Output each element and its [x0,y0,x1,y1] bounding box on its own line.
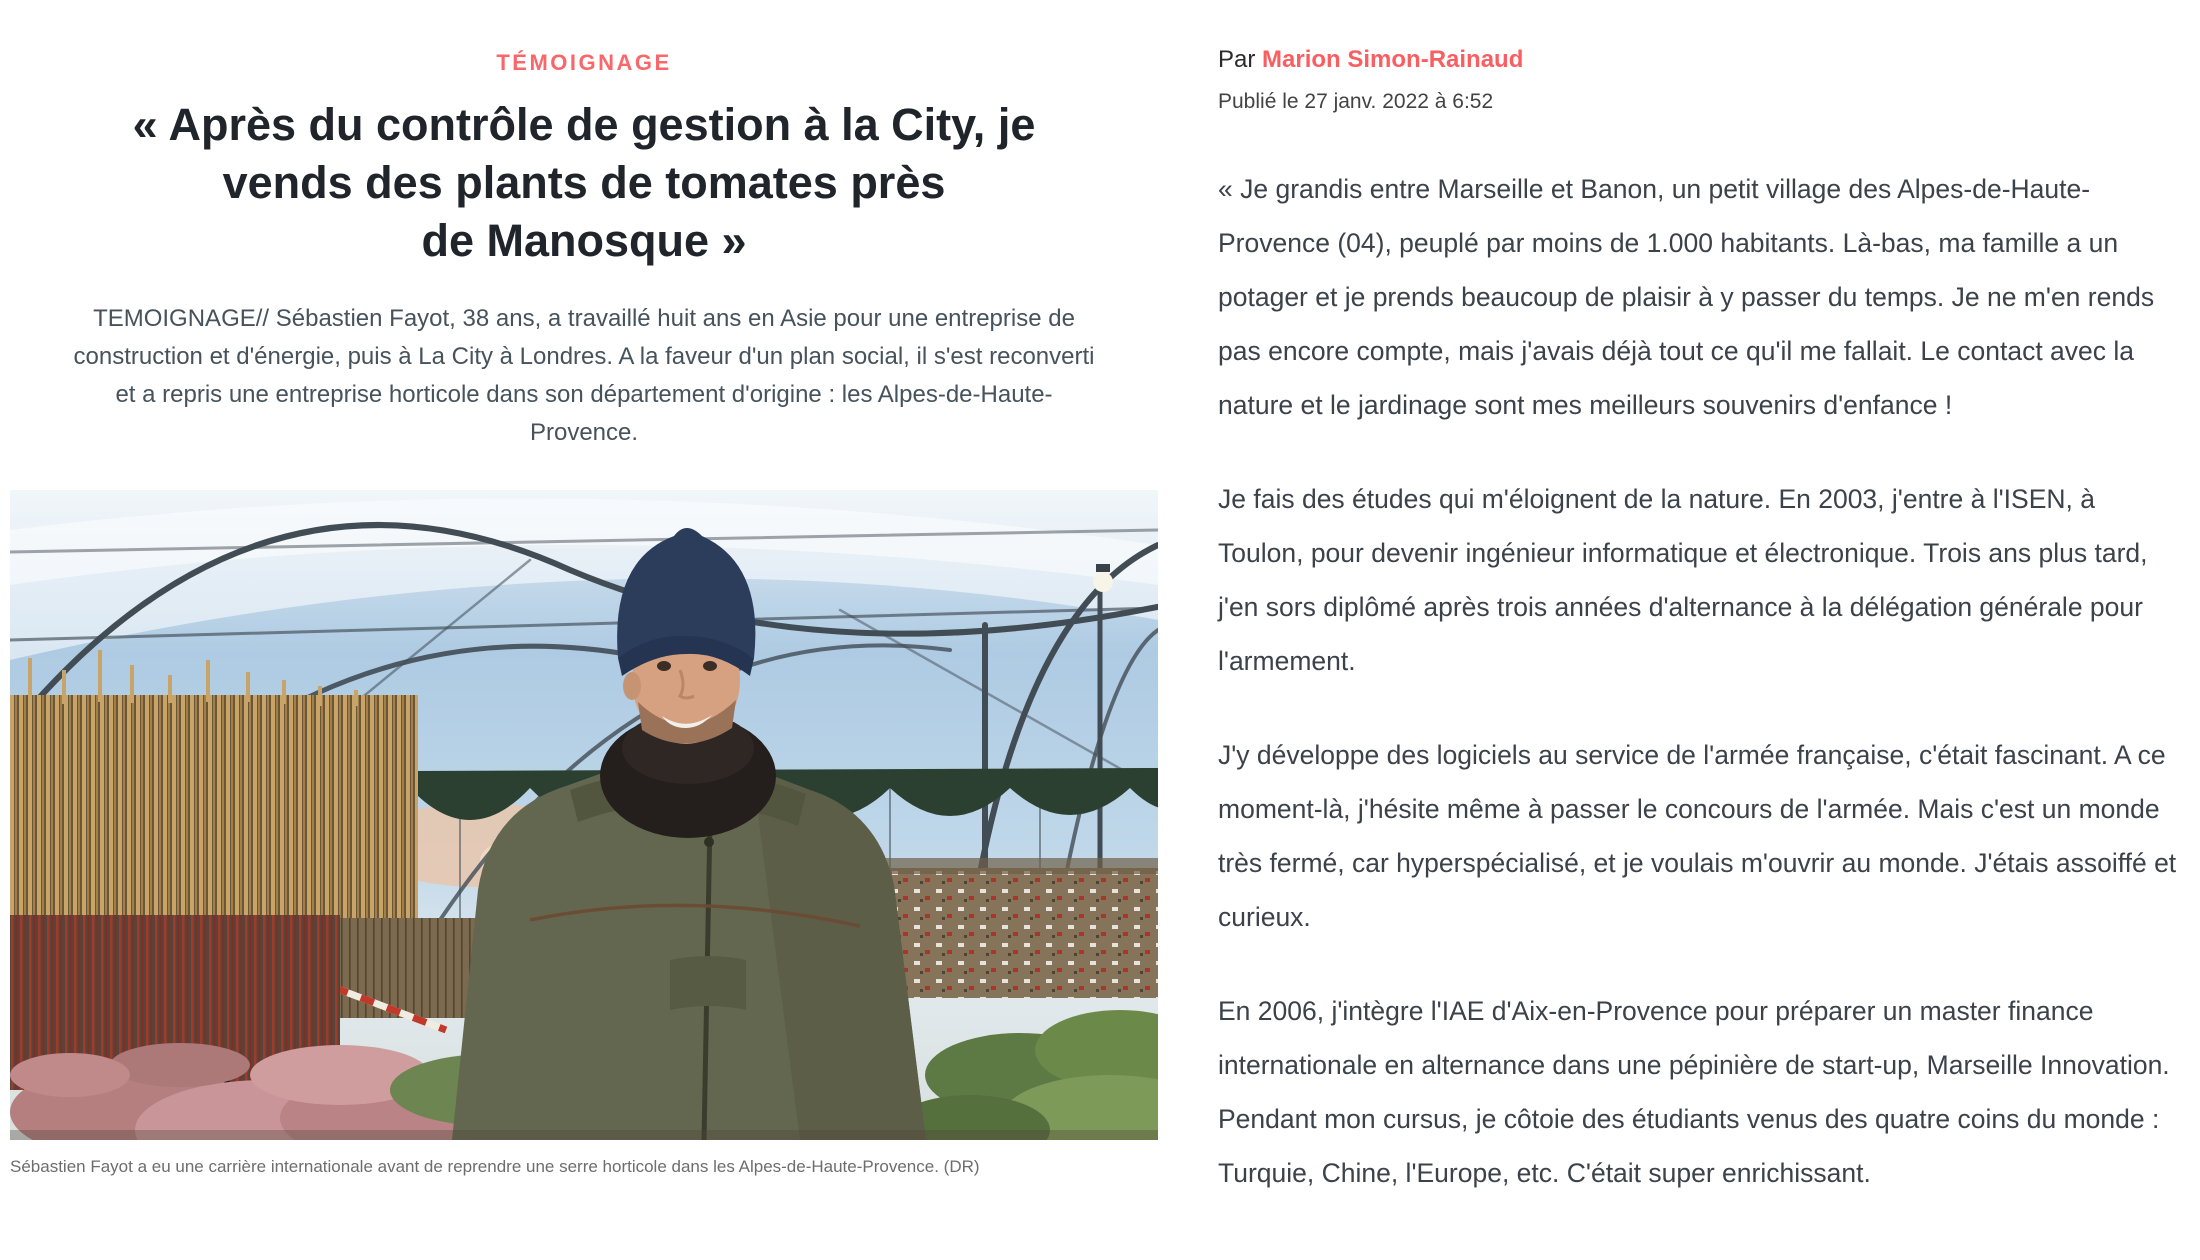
byline [1218,46,2183,74]
article-body [1218,162,2183,1200]
article-standfirst: TEMOIGNAGE// Sébastien Fayot, 38 ans, a travaillé huit ans en Asie pour une entreprise de construction et d'énergie, puis à La City à Londres. A la faveur d'un plan social, il s'est reconverti et a repris une entreprise horticole dans son département d'origine : les Alpes-de-Haute-Provence. [73,305,1095,446]
author-link[interactable]: Marion Simon-Rainaud [1262,46,1524,73]
photo-caption: Sébastien Fayot a eu une carrière internationale avant de reprendre une serre horticole dans les Alpes-de-Haute-Provence. (DR) [10,1157,980,1176]
headline-line: « Après du contrôle de gestion à la City, je [132,99,1036,150]
article-body-column [1218,0,2183,1240]
category-kicker-link[interactable]: TÉMOIGNAGE [496,50,672,75]
body-paragraph: « Je grandis entre Marseille et Banon, un petit village des Alpes-de-Haute-Provence (04), peuplé par moins de 1.000 habitants. Là-bas, ma famille a un potager et je prends beaucoup de plaisir à y passer du temps. Je ne m'en rends pas encore compte, mais j'avais déjà tout ce qu'il me fallait. Le contact avec la nature et le jardinage sont mes meilleurs souvenirs d'enfance ! [1218,174,2155,420]
article-photo [10,490,1158,1140]
publish-date: Publié le 27 janv. 2022 à 6:52 [1218,90,1494,113]
body-paragraph: J'y développe des logiciels au service de l'armée française, c'était fascinant. A ce moment-là, j'hésite même à passer le concours de l'armée. Mais c'est un monde très fermé, car hyperspécialisé, et je voulais m'ouvrir au monde. J'étais assoiffé et curieux. [1218,740,2177,932]
byline-prefix: Par [1218,46,1256,73]
body-paragraph: En 2006, j'intègre l'IAE d'Aix-en-Provence pour préparer un master finance internationale en alternance dans une pépinière de start-up, Marseille Innovation. Pendant mon cursus, je côtoie des étudiants venus des quatre coins du monde : Turquie, Chine, l'Europe, etc. C'était super enrichissant. [1218,996,2170,1188]
article-header-column [10,0,1158,1178]
article-headline [10,96,1158,270]
headline-line: vends des plants de tomates près [222,157,946,208]
headline-line: de Manosque » [421,215,747,266]
body-paragraph: Je fais des études qui m'éloignent de la nature. En 2003, j'entre à l'ISEN, à Toulon, pour devenir ingénieur informatique et électronique. Trois ans plus tard, j'en sors diplômé après trois années d'alternance à la délégation générale pour l'armement. [1218,484,2148,676]
